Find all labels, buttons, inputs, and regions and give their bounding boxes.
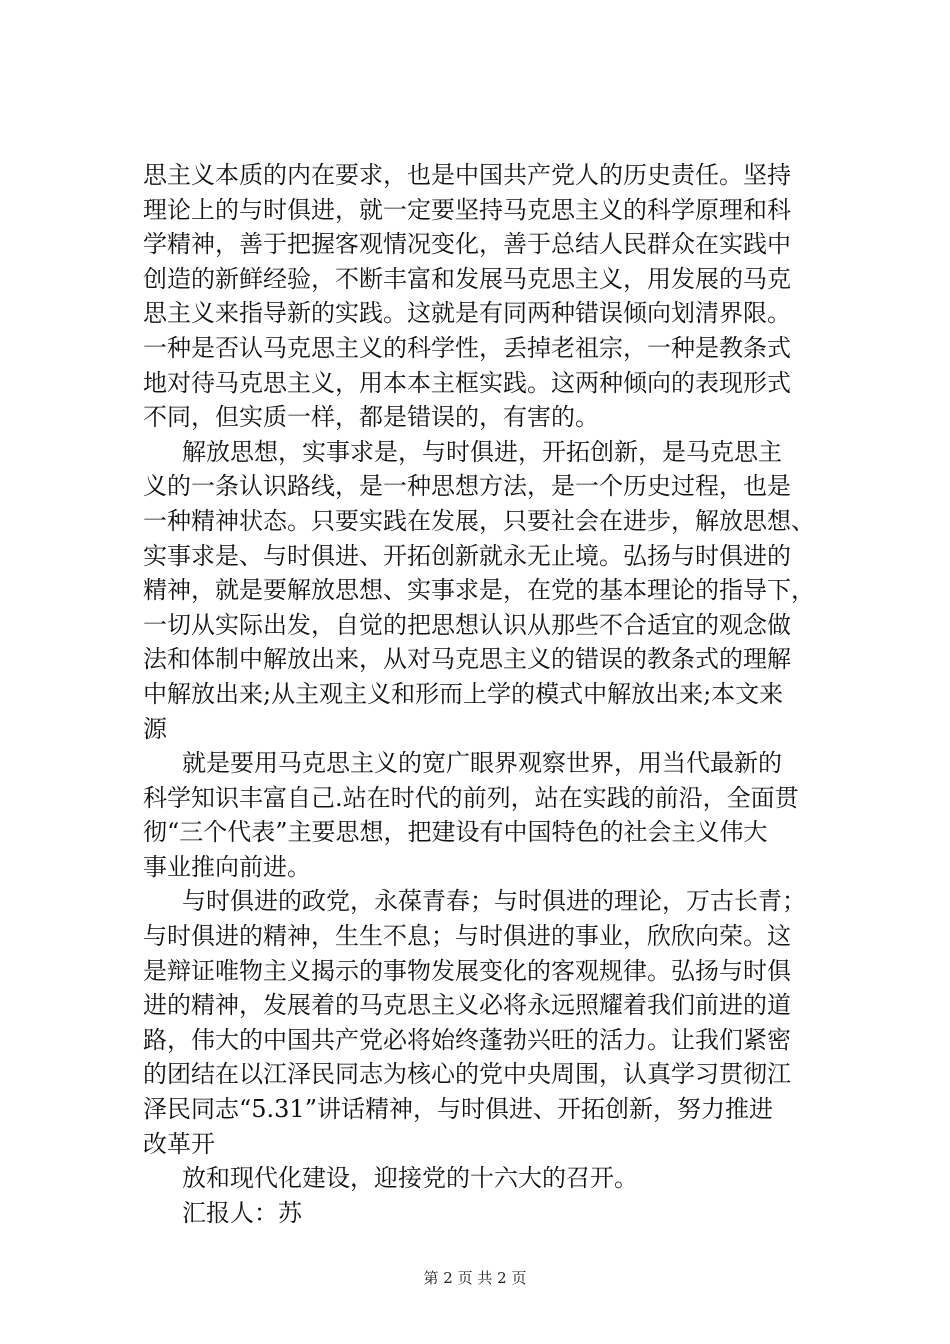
text-line: 与时俱进的精神，生生不息；与时俱进的事业，欣欣向荣。这 [143,922,791,951]
text-line: 一种精神状态。只要实践在发展，只要社会在进步，解放思想、 [143,506,815,535]
text-line: 创造的新鲜经验，不断丰富和发展马克思主义，用发展的马克 [143,264,791,293]
text-line: 与时俱进的政党，永葆青春；与时俱进的理论，万古长青； [182,887,806,916]
text-line: 解放思想，实事求是，与时俱进，开拓创新，是马克思主 [182,437,782,466]
text-line: 一种是否认马克思主义的科学性，丢掉老祖宗，一种是教条式 [143,333,791,362]
text-line: 不同，但实质一样，都是错误的，有害的。 [143,403,599,432]
text-line: 彻“三个代表”主要思想，把建设有中国特色的社会主义伟大 [143,818,768,847]
text-line: 一切从实际出发，自觉的把思想认识从那些不合适宜的观念做 [143,610,791,639]
page-footer [0,1268,950,1288]
text-line: 路，伟大的中国共产党必将始终蓬勃兴旺的活力。让我们紧密 [143,1025,791,1054]
text-line: 精神，就是要解放思想、实事求是，在党的基本理论的指导下， [143,576,815,605]
text-line: 改革开 [143,1129,215,1158]
text-line: 理论上的与时俱进，就一定要坚持马克思主义的科学原理和科 [143,195,791,224]
text-line: 进的精神，发展着的马克思主义必将永远照耀着我们前进的道 [143,991,791,1020]
text-line: 思主义本质的内在要求，也是中国共产党人的历史责任。坚持 [143,161,791,189]
text-line: 事业推向前进。 [143,852,311,881]
text-line: 泽民同志“5.31”讲话精神，与时俱进、开拓创新，努力推进 [143,1095,773,1124]
text-line: 源 [143,714,167,743]
text-line: 科学知识丰富自己.站在时代的前列，站在实践的前沿，全面贯 [143,783,799,812]
paragraph-2 [143,435,843,746]
paragraph-1 [143,158,843,435]
text-line: 是辩证唯物主义揭示的事物发展变化的客观规律。弘扬与时俱 [143,956,791,985]
text-line: 就是要用马克思主义的宽广眼界观察世界，用当代最新的 [182,749,782,778]
text-line: 的团结在以江泽民同志为核心的党中央周围，认真学习贯彻江 [143,1060,791,1089]
text-line: 放和现代化建设，迎接党的十六大的召开。 [182,1164,638,1193]
text-line: 法和体制中解放出来，从对马克思主义的错误的教条式的理解 [143,645,791,674]
page-number: 第 2 页 共 2 页 [423,1269,527,1287]
text-line: 实事求是、与时俱进、开拓创新就永无止境。弘扬与时俱进的 [143,541,791,570]
paragraph-5 [143,1161,843,1196]
text-line: 思主义来指导新的实践。这就是有同两种错误倾向划清界限。 [143,299,791,328]
text-line: 地对待马克思主义，用本本主框实践。这两种倾向的表现形式 [143,368,791,397]
text-line: 义的一条认识路线，是一种思想方法，是一个历史过程，也是 [143,472,791,501]
document-body [143,158,843,1230]
text-line: 中解放出来;从主观主义和形而上学的模式中解放出来;本文来 [143,679,784,708]
reporter-line [143,1196,843,1231]
paragraph-4 [143,884,843,1161]
text-line: 学精神，善于把握客观情况变化，善于总结人民群众在实践中 [143,230,791,259]
paragraph-3 [143,746,843,884]
text-line: 汇报人：苏 [182,1198,302,1227]
